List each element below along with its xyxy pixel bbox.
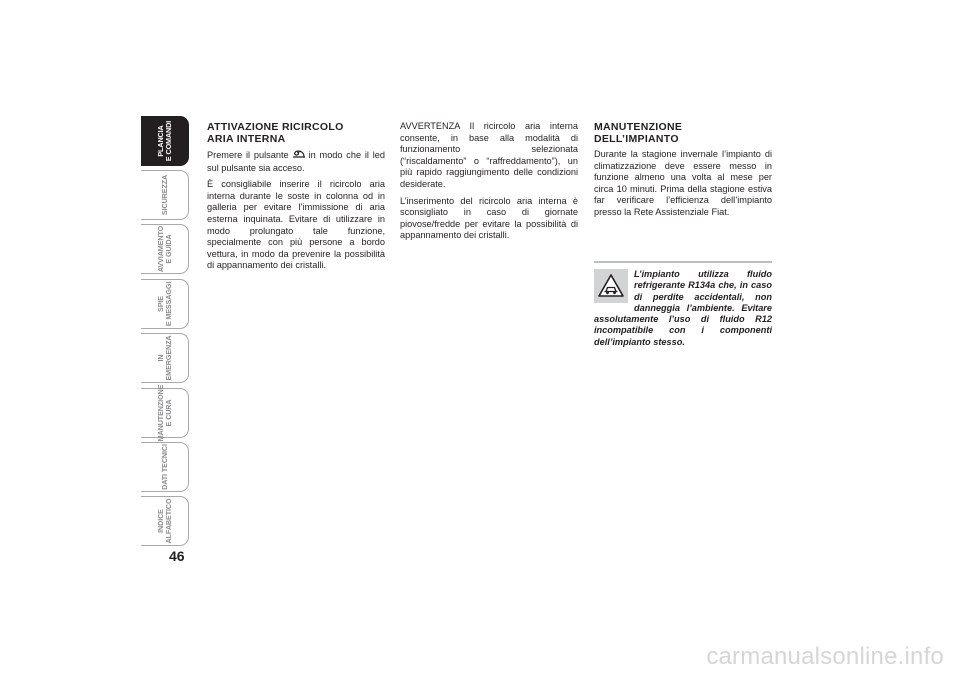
tab-sicurezza[interactable] [141, 170, 189, 220]
watermark: carmanualsonline.info [706, 643, 944, 670]
column-maintenance [594, 121, 772, 224]
environment-warning-icon [594, 269, 628, 303]
section-heading-maintenance: MANUTENZIONE DELL’IMPIANTO [594, 121, 683, 145]
text-after-icon: in modo che il led sul pulsante sia acceso. [207, 150, 386, 173]
paragraph [207, 149, 385, 174]
tab-label: SICUREZZA [159, 174, 169, 216]
tab-dati-tecnici[interactable] [141, 442, 189, 492]
tab-label: SPIE E MESSAGGI [155, 281, 173, 327]
tab-label: AVVIAMENTO E GUIDA [155, 225, 173, 273]
tab-label: INDICE ALFABETICO [155, 498, 173, 544]
section-heading-recirculation: ATTIVAZIONE RICIRCOLO ARIA INTERNA [207, 121, 344, 145]
tab-label: PLANCIA E COMANDI [155, 120, 173, 162]
paragraph: Durante la stagione invernale l’impianto di climatizzazione deve essere messo in funzione almeno una volta al mese per circa 10 minuti. Prima della stagione estiva far verificare l’efficienza dell’impianto presso la Rete Assistenziale Fiat. [594, 149, 772, 217]
environment-warning-box [594, 261, 772, 348]
tab-manutenzione-e-cura[interactable] [141, 384, 189, 442]
tab-avviamento-e-guida[interactable] [141, 224, 189, 274]
text-before-icon: Premere il pulsante [207, 150, 289, 160]
tab-label: IN EMERGENZA [155, 335, 173, 381]
recirculation-icon [291, 149, 307, 163]
divider [594, 261, 772, 263]
tab-plancia-e-comandi[interactable] [141, 116, 189, 166]
page-number: 46 [169, 548, 185, 564]
warning-text: L’impianto utilizza fluido refrigerante R134a che, in caso di perdite accidentali, non danneggia l’ambiente. Evitare assolutamente l’uso di fluido R12 incompatibile con i componenti dell’impianto stesso. [594, 269, 772, 347]
column-warning-note [400, 121, 578, 247]
tab-label: MANUTENZIONE E CURA [155, 384, 173, 442]
tab-spie-e-messaggi[interactable] [141, 279, 189, 329]
column-recirculation [207, 121, 385, 277]
paragraph: AVVERTENZA Il ricircolo aria interna consente, in base alla modalità di funzionamento selezionata (“riscaldamento” o “raffreddamento”), un più rapido raggiungimento delle condizioni desiderate. [400, 121, 578, 189]
tab-indice-alfabetico[interactable] [141, 496, 189, 546]
paragraph: L’inserimento del ricircolo aria interna è sconsigliato in caso di giornate piovose/fredde per evitare la possibilità di appannamento dei cristalli. [400, 195, 578, 241]
tab-label: DATI TECNICI [159, 444, 169, 490]
paragraph: È consigliabile inserire il ricircolo aria interna durante le soste in colonna od in galleria per evitare l’immissione di aria esterna inquinata. Evitare di utilizzare in modo prolungato tale funzione, specialmente con più persone a bordo vettura, in modo da prevenire la possibilità di appannamento dei cristalli. [207, 179, 385, 271]
tab-in-emergenza[interactable] [141, 333, 189, 383]
